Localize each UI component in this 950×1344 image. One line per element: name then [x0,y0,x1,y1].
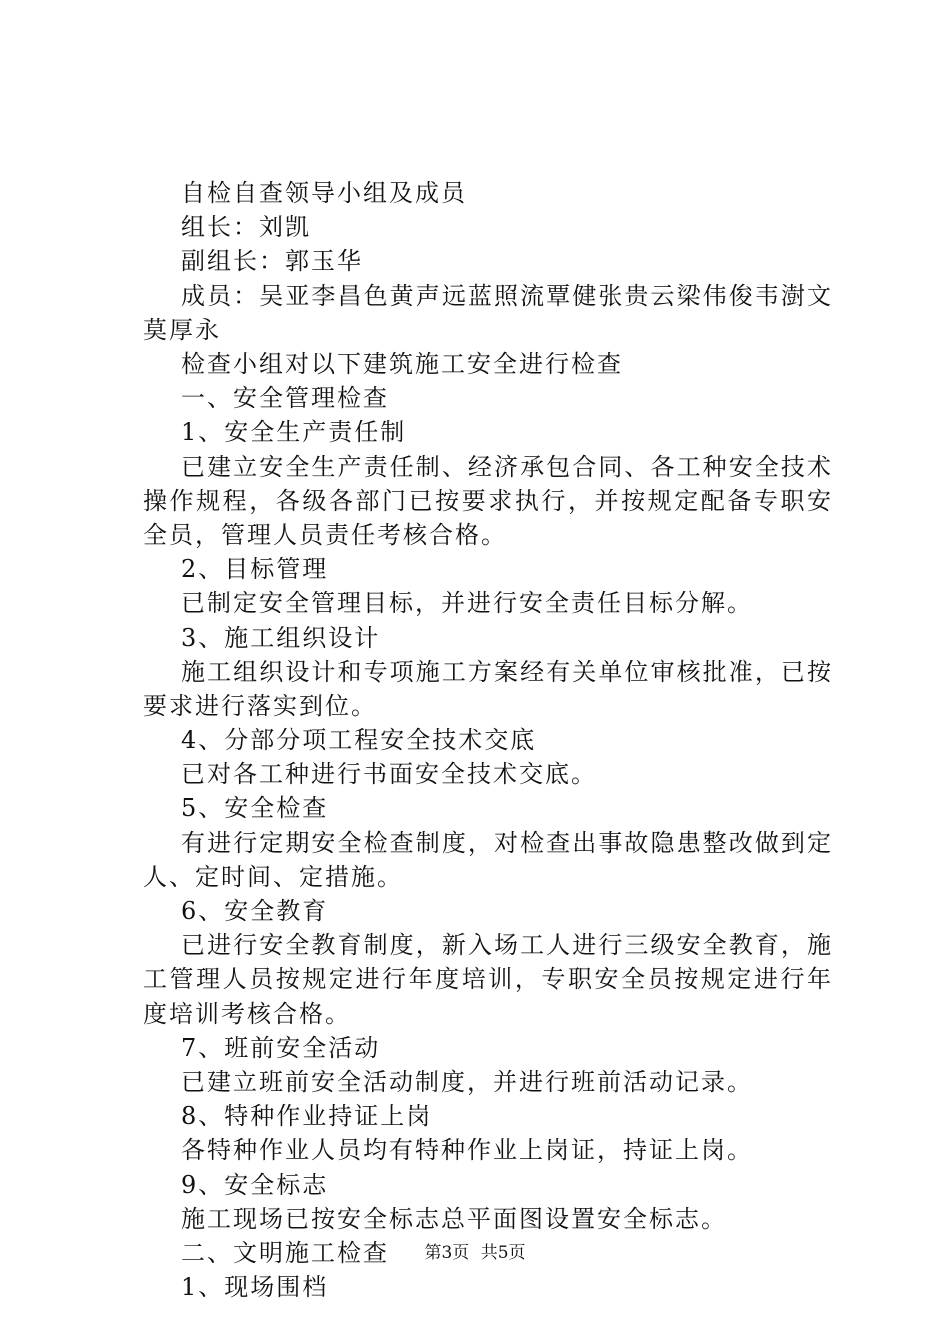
members-paragraph: 成员：吴亚李昌色黄声远蓝照流覃健张贵云梁伟俊韦澍文莫厚永 [143,281,833,344]
deputy-leader-line: 副组长：郭玉华 [181,247,363,276]
document-body [143,176,833,1304]
item-7-paragraph: 已建立班前安全活动制度，并进行班前活动记录。 [181,1068,753,1097]
item-2-heading: 2、目标管理 [181,555,329,584]
page-footer [0,1242,950,1264]
heading-safety-management: 一、安全管理检查 [181,384,389,413]
item-4-paragraph: 已对各工种进行书面安全技术交底。 [181,760,597,789]
item-5-heading: 5、安全检查 [181,794,329,823]
item-6-paragraph: 已进行安全教育制度，新入场工人进行三级安全教育，施工管理人员按规定进行年度培训，专职安全员按规定进行年度培训考核合格。 [143,931,833,1028]
page-number: 第3页 [424,1243,470,1263]
item-9-heading: 9、安全标志 [181,1170,329,1199]
item-7-heading: 7、班前安全活动 [181,1033,381,1062]
civilized-item-1-heading: 1、现场围档 [181,1273,329,1302]
group-leader-line: 组长：刘凯 [181,213,311,242]
inspection-intro-line: 检查小组对以下建筑施工安全进行检查 [181,349,623,378]
section-heading-leadership-group: 自检自查领导小组及成员 [181,179,467,207]
item-2-paragraph: 已制定安全管理目标，并进行安全责任目标分解。 [181,589,753,618]
item-1-heading: 1、安全生产责任制 [181,418,407,447]
item-8-heading: 8、特种作业持证上岗 [181,1102,433,1131]
item-1-paragraph: 已建立安全生产责任制、经济承包合同、各工种安全技术操作规程，各级各部门已按要求执行，并按规定配备专职安全员，管理人员责任考核合格。 [143,452,833,549]
item-4-heading: 4、分部分项工程安全技术交底 [181,726,537,755]
item-3-heading: 3、施工组织设计 [181,623,381,652]
item-9-paragraph: 施工现场已按安全标志总平面图设置安全标志。 [181,1204,727,1233]
page-total: 共5页 [480,1243,526,1263]
item-3-paragraph: 施工组织设计和专项施工方案经有关单位审核批准，已按要求进行落实到位。 [143,657,833,720]
heading-civilized-construction: 二、文明施工检查 [181,1239,389,1267]
item-8-paragraph: 各特种作业人员均有特种作业上岗证，持证上岗。 [181,1136,753,1165]
item-5-paragraph: 有进行定期安全检查制度，对检查出事故隐患整改做到定人、定时间、定措施。 [143,828,833,891]
item-6-heading: 6、安全教育 [181,897,329,926]
